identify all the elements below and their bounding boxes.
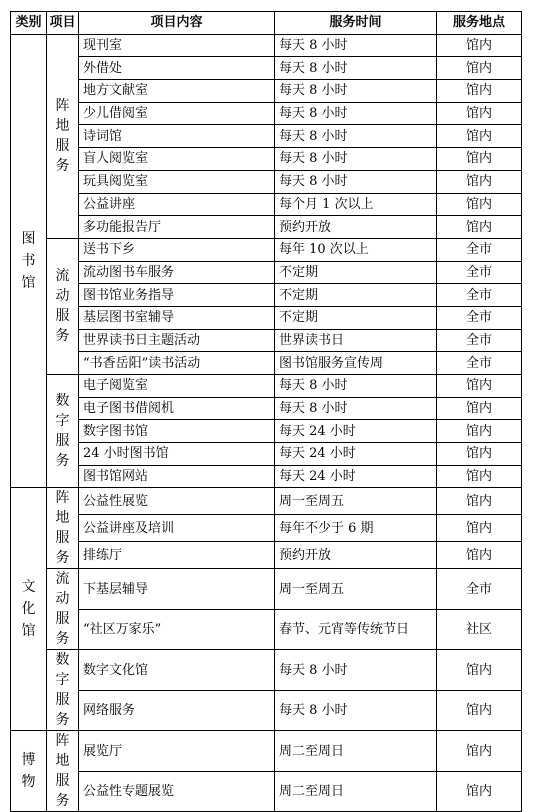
time-cell: 每个月 1 次以上 bbox=[275, 193, 437, 216]
place-cell: 馆内 bbox=[437, 216, 522, 239]
place-cell: 全市 bbox=[437, 238, 522, 261]
table-row bbox=[11, 542, 522, 569]
table-row bbox=[11, 34, 522, 57]
place-cell: 馆内 bbox=[437, 443, 522, 466]
time-cell: 周二至周日 bbox=[275, 731, 437, 772]
place-cell: 馆内 bbox=[437, 690, 522, 731]
table-row bbox=[11, 329, 522, 352]
category-cell: 博物 bbox=[11, 731, 47, 812]
time-cell: 周一至周五 bbox=[275, 569, 437, 610]
content-cell: 数字图书馆 bbox=[79, 420, 275, 443]
table-row bbox=[11, 443, 522, 466]
content-cell: 外借处 bbox=[79, 57, 275, 80]
time-cell: 每年不少于 6 期 bbox=[275, 515, 437, 542]
place-cell: 馆内 bbox=[437, 731, 522, 772]
time-cell: 世界读书日 bbox=[275, 329, 437, 352]
place-cell: 全市 bbox=[437, 284, 522, 307]
time-cell: 不定期 bbox=[275, 306, 437, 329]
place-cell: 馆内 bbox=[437, 375, 522, 398]
time-cell: 每年 10 次以上 bbox=[275, 238, 437, 261]
content-cell: 公益讲座 bbox=[79, 193, 275, 216]
subcategory-cell: 数字服务 bbox=[47, 650, 79, 731]
content-cell: 多功能报告厅 bbox=[79, 216, 275, 239]
place-cell: 馆内 bbox=[437, 57, 522, 80]
table-row bbox=[11, 80, 522, 103]
content-cell: 流动图书车服务 bbox=[79, 261, 275, 284]
time-cell: 每天 8 小时 bbox=[275, 148, 437, 171]
subcategory-cell: 流动服务 bbox=[47, 238, 79, 374]
time-cell: 每天 8 小时 bbox=[275, 34, 437, 57]
content-cell: 图书馆业务指导 bbox=[79, 284, 275, 307]
place-cell: 馆内 bbox=[437, 125, 522, 148]
time-cell: 不定期 bbox=[275, 284, 437, 307]
content-cell: 下基层辅导 bbox=[79, 569, 275, 610]
header-category: 类别 bbox=[11, 12, 47, 35]
table-row bbox=[11, 148, 522, 171]
content-cell: 图书馆网站 bbox=[79, 465, 275, 488]
content-cell: 排练厅 bbox=[79, 542, 275, 569]
place-cell: 馆内 bbox=[437, 170, 522, 193]
table-row bbox=[11, 465, 522, 488]
content-cell: 玩具阅览室 bbox=[79, 170, 275, 193]
time-cell: 每天 24 小时 bbox=[275, 420, 437, 443]
place-cell: 全市 bbox=[437, 569, 522, 610]
time-cell: 每天 8 小时 bbox=[275, 690, 437, 731]
place-cell: 馆内 bbox=[437, 420, 522, 443]
content-cell: 24 小时图书馆 bbox=[79, 443, 275, 466]
table-row bbox=[11, 771, 522, 812]
place-cell: 全市 bbox=[437, 261, 522, 284]
service-table bbox=[10, 11, 522, 812]
time-cell: 每天 8 小时 bbox=[275, 650, 437, 691]
content-cell: 公益性展览 bbox=[79, 488, 275, 515]
place-cell: 馆内 bbox=[437, 465, 522, 488]
time-cell: 不定期 bbox=[275, 261, 437, 284]
time-cell: 周二至周日 bbox=[275, 771, 437, 812]
content-cell: 少儿借阅室 bbox=[79, 102, 275, 125]
header-place: 服务地点 bbox=[437, 12, 522, 35]
place-cell: 全市 bbox=[437, 352, 522, 375]
table-row bbox=[11, 102, 522, 125]
header-time: 服务时间 bbox=[275, 12, 437, 35]
content-cell: 数字文化馆 bbox=[79, 650, 275, 691]
time-cell: 每天 24 小时 bbox=[275, 465, 437, 488]
table-row bbox=[11, 306, 522, 329]
header-row bbox=[11, 12, 522, 35]
content-cell: “书香岳阳”读书活动 bbox=[79, 352, 275, 375]
time-cell: 周一至周五 bbox=[275, 488, 437, 515]
table-row bbox=[11, 650, 522, 691]
place-cell: 馆内 bbox=[437, 650, 522, 691]
time-cell: 每天 24 小时 bbox=[275, 443, 437, 466]
content-cell: 基层图书室辅导 bbox=[79, 306, 275, 329]
place-cell: 馆内 bbox=[437, 80, 522, 103]
place-cell: 馆内 bbox=[437, 515, 522, 542]
table-row bbox=[11, 352, 522, 375]
table-row bbox=[11, 170, 522, 193]
time-cell: 每天 8 小时 bbox=[275, 375, 437, 398]
content-cell: 公益性专题展览 bbox=[79, 771, 275, 812]
table-row bbox=[11, 397, 522, 420]
time-cell: 每天 8 小时 bbox=[275, 125, 437, 148]
content-cell: 诗词馆 bbox=[79, 125, 275, 148]
time-cell: 图书馆服务宣传周 bbox=[275, 352, 437, 375]
place-cell: 馆内 bbox=[437, 397, 522, 420]
header-content: 项目内容 bbox=[79, 12, 275, 35]
content-cell: 电子阅览室 bbox=[79, 375, 275, 398]
content-cell: 网络服务 bbox=[79, 690, 275, 731]
time-cell: 每天 8 小时 bbox=[275, 57, 437, 80]
subcategory-cell: 阵地服务 bbox=[47, 731, 79, 812]
time-cell: 每天 8 小时 bbox=[275, 102, 437, 125]
subcategory-cell: 阵地服务 bbox=[47, 488, 79, 569]
table-row bbox=[11, 375, 522, 398]
table-row bbox=[11, 125, 522, 148]
category-cell: 文化馆 bbox=[11, 488, 47, 731]
table-row bbox=[11, 420, 522, 443]
subcategory-cell: 数字服务 bbox=[47, 375, 79, 488]
place-cell: 馆内 bbox=[437, 488, 522, 515]
category-cell: 图书馆 bbox=[11, 34, 47, 488]
place-cell: 馆内 bbox=[437, 102, 522, 125]
place-cell: 全市 bbox=[437, 329, 522, 352]
table-row bbox=[11, 284, 522, 307]
content-cell: 世界读书日主题活动 bbox=[79, 329, 275, 352]
place-cell: 馆内 bbox=[437, 148, 522, 171]
subcategory-cell: 流动服务 bbox=[47, 569, 79, 650]
time-cell: 每天 8 小时 bbox=[275, 170, 437, 193]
content-cell: 地方文献室 bbox=[79, 80, 275, 103]
place-cell: 馆内 bbox=[437, 771, 522, 812]
place-cell: 全市 bbox=[437, 306, 522, 329]
time-cell: 预约开放 bbox=[275, 216, 437, 239]
table-row bbox=[11, 569, 522, 610]
place-cell: 馆内 bbox=[437, 34, 522, 57]
time-cell: 每天 8 小时 bbox=[275, 397, 437, 420]
content-cell: 公益讲座及培训 bbox=[79, 515, 275, 542]
table-row bbox=[11, 238, 522, 261]
content-cell: 盲人阅览室 bbox=[79, 148, 275, 171]
content-cell: 现刊室 bbox=[79, 34, 275, 57]
time-cell: 预约开放 bbox=[275, 542, 437, 569]
table-row bbox=[11, 609, 522, 650]
place-cell: 馆内 bbox=[437, 542, 522, 569]
content-cell: “社区万家乐” bbox=[79, 609, 275, 650]
table-row bbox=[11, 731, 522, 772]
content-cell: 电子图书借阅机 bbox=[79, 397, 275, 420]
subcategory-cell: 阵地服务 bbox=[47, 34, 79, 238]
content-cell: 送书下乡 bbox=[79, 238, 275, 261]
table-row bbox=[11, 488, 522, 515]
time-cell: 每天 8 小时 bbox=[275, 80, 437, 103]
place-cell: 馆内 bbox=[437, 193, 522, 216]
table-row bbox=[11, 193, 522, 216]
time-cell: 春节、元宵等传统节日 bbox=[275, 609, 437, 650]
table-row bbox=[11, 690, 522, 731]
table-row bbox=[11, 57, 522, 80]
table-row bbox=[11, 216, 522, 239]
table-row bbox=[11, 261, 522, 284]
header-project: 项目 bbox=[47, 12, 79, 35]
content-cell: 展览厅 bbox=[79, 731, 275, 772]
table-row bbox=[11, 515, 522, 542]
place-cell: 社区 bbox=[437, 609, 522, 650]
